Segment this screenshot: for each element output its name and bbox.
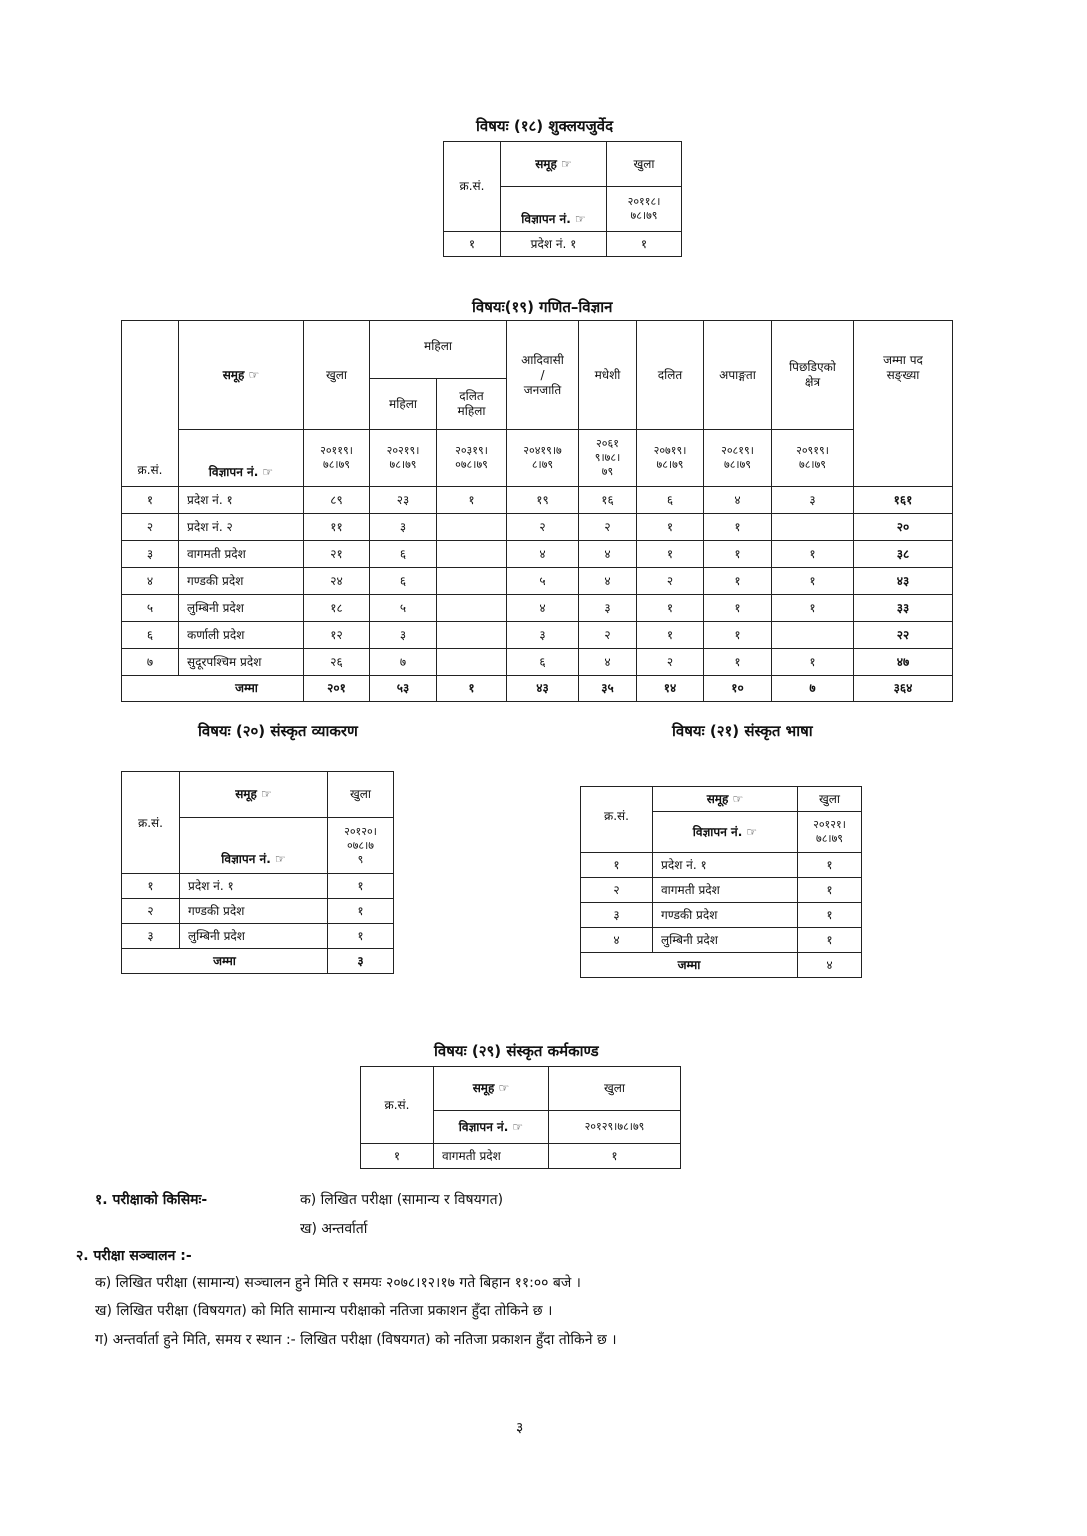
table-20-title: विषयः (२०) संस्कृत व्याकरण	[198, 722, 358, 740]
table-21-title: विषयः (२१) संस्कृत भाषा	[672, 722, 813, 740]
cell-value: ३	[579, 595, 637, 622]
cell-region: सुदूरपश्चिम प्रदेश	[179, 649, 304, 676]
cell-value	[772, 622, 854, 649]
ad-number: २०६१ ९।७८। ७९	[579, 430, 637, 487]
table-row	[122, 622, 953, 649]
cell-total: ३५	[579, 676, 637, 702]
cell-open: १	[798, 903, 862, 928]
cell-value: ६	[507, 649, 579, 676]
cell-region: प्रदेश नं. १	[179, 487, 304, 514]
cell-value: २६	[304, 649, 370, 676]
cell-value: ६	[370, 541, 437, 568]
table-18-title: विषयः (१८) शुक्लयजुर्वेद	[476, 117, 614, 135]
cell-value: ८९	[304, 487, 370, 514]
cell-region: वागमती प्रदेश	[179, 541, 304, 568]
table-row	[122, 568, 953, 595]
total-row	[581, 953, 862, 978]
group-header: समूह ☞	[179, 321, 304, 430]
cell-total: २०	[854, 514, 953, 541]
cell-region: प्रदेश नं. १	[653, 853, 798, 878]
table-row	[122, 541, 953, 568]
cell-value	[437, 514, 507, 541]
cell-total: ५३	[370, 676, 437, 702]
sn-header: क्र.सं.	[581, 787, 653, 853]
backward-region-header: पिछडिएको क्षेत्र	[772, 321, 854, 430]
cell-sn: २	[581, 878, 653, 903]
ad-number: २०३१९। ०७८।७९	[437, 430, 507, 487]
cell-value: १	[704, 649, 772, 676]
ad-number: २०१२०। ०७८।७ ९	[328, 818, 394, 874]
table-18	[443, 141, 682, 257]
cell-value: १	[704, 541, 772, 568]
table-row	[122, 874, 394, 899]
cell-total: ३३	[854, 595, 953, 622]
cell-region: लुम्बिनी प्रदेश	[179, 595, 304, 622]
cell-open: १	[328, 899, 394, 924]
cell-sn: ७	[122, 649, 179, 676]
cell-open: १	[607, 232, 682, 257]
table-row	[122, 924, 394, 949]
cell-value: १	[772, 568, 854, 595]
table-row	[122, 899, 394, 924]
table-29	[360, 1066, 681, 1169]
cell-sn: ६	[122, 622, 179, 649]
cell-sn: १	[444, 232, 501, 257]
cell-region: गण्डकी प्रदेश	[653, 903, 798, 928]
cell-value: ६	[637, 487, 704, 514]
page-number: ३	[516, 1420, 524, 1436]
cell-open: १	[549, 1144, 681, 1169]
cell-region: गण्डकी प्रदेश	[180, 899, 328, 924]
cell-sn: ५	[122, 595, 179, 622]
open-header: खुला	[798, 787, 862, 812]
cell-value: १	[637, 595, 704, 622]
table-row	[122, 649, 953, 676]
cell-total: २०१	[304, 676, 370, 702]
cell-total: १	[437, 676, 507, 702]
total-label: जम्मा	[122, 949, 328, 974]
cell-sn: १	[122, 874, 180, 899]
exam-conduct-b: ख) लिखित परीक्षा (विषयगत) को मिति सामान्य परीक्षाको नतिजा प्रकाशन हुँदा तोकिने छ ।	[95, 1303, 553, 1319]
women-header: महिला	[370, 321, 507, 379]
cell-total: १६१	[854, 487, 953, 514]
cell-value: २	[579, 514, 637, 541]
cell-total: २२	[854, 622, 953, 649]
adivasi-header: आदिवासी / जनजाति	[507, 321, 579, 430]
table-row	[581, 878, 862, 903]
ad-no-header: विज्ञापन नं. ☞	[180, 818, 328, 874]
cell-open: १	[798, 928, 862, 953]
open-header: खुला	[304, 321, 370, 430]
group-header: समूह ☞	[501, 142, 607, 187]
table-21	[580, 786, 862, 978]
cell-value: ११	[304, 514, 370, 541]
cell-value: १८	[304, 595, 370, 622]
ad-number: २०९१९। ७८।७९	[772, 430, 854, 487]
cell-sn: ४	[581, 928, 653, 953]
ad-number: २०१२१। ७८।७९	[798, 812, 862, 853]
sn-header: क्र.सं.	[122, 772, 180, 874]
cell-total: ३८	[854, 541, 953, 568]
table-19-title: विषयः(१९) गणित–विज्ञान	[472, 298, 613, 316]
cell-value: ४	[704, 487, 772, 514]
cell-value: १	[772, 649, 854, 676]
cell-total: ३	[328, 949, 394, 974]
open-header: खुला	[607, 142, 682, 187]
exam-conduct-label: २. परीक्षा सञ्चालन :-	[76, 1248, 192, 1264]
ad-no-header: विज्ञापन नं. ☞	[434, 1111, 549, 1144]
table-row	[581, 928, 862, 953]
cell-total: ४३	[507, 676, 579, 702]
cell-value: २	[637, 649, 704, 676]
cell-total: ४३	[854, 568, 953, 595]
cell-region: प्रदेश नं. १	[180, 874, 328, 899]
total-label: जम्मा	[122, 676, 304, 702]
cell-sn: ३	[122, 541, 179, 568]
cell-value: ३	[772, 487, 854, 514]
exam-type-label: १. परीक्षाको किसिमः-	[95, 1192, 208, 1208]
sn-header: क्र.सं.	[444, 142, 501, 232]
cell-total: ४	[798, 953, 862, 978]
cell-value: ३	[507, 622, 579, 649]
cell-sn: ३	[122, 924, 180, 949]
cell-value: ७	[370, 649, 437, 676]
cell-region: लुम्बिनी प्रदेश	[180, 924, 328, 949]
sn-header: क्र.सं.	[122, 321, 179, 487]
dalit-women-header: दलित महिला	[437, 379, 507, 430]
table-19	[121, 320, 953, 702]
cell-sn: ३	[581, 903, 653, 928]
cell-open: १	[798, 878, 862, 903]
table-row	[444, 232, 682, 257]
exam-conduct-a: क) लिखित परीक्षा (सामान्य) सञ्चालन हुने मिति र समयः २०७८।१२।१७ गते बिहान ११:०० बजे ।	[95, 1275, 581, 1291]
cell-value	[437, 649, 507, 676]
cell-value: १	[704, 568, 772, 595]
cell-value	[437, 541, 507, 568]
group-header: समूह ☞	[434, 1067, 549, 1111]
ad-no-header: विज्ञापन नं. ☞	[501, 187, 607, 232]
sn-header: क्र.सं.	[361, 1067, 434, 1144]
cell-value: ४	[579, 649, 637, 676]
cell-value	[772, 514, 854, 541]
cell-value: २४	[304, 568, 370, 595]
open-header: खुला	[328, 772, 394, 818]
cell-value: ३	[370, 514, 437, 541]
cell-value: ५	[370, 595, 437, 622]
cell-value: १	[637, 622, 704, 649]
group-header: समूह ☞	[180, 772, 328, 818]
table-row	[122, 514, 953, 541]
cell-open: १	[328, 924, 394, 949]
cell-sn: १	[581, 853, 653, 878]
disabled-header: अपाङ्गता	[704, 321, 772, 430]
cell-sn: ४	[122, 568, 179, 595]
cell-sn: २	[122, 899, 180, 924]
women-sub-header: महिला	[370, 379, 437, 430]
cell-total: ३६४	[854, 676, 953, 702]
cell-sn: १	[361, 1144, 434, 1169]
cell-total: १०	[704, 676, 772, 702]
ad-number: २०२१९। ७८।७९	[370, 430, 437, 487]
cell-total: १४	[637, 676, 704, 702]
cell-value: १६	[579, 487, 637, 514]
cell-value: ५	[507, 568, 579, 595]
ad-number: २०७१९। ७८।७९	[637, 430, 704, 487]
ad-number: २०४१९।७ ८।७९	[507, 430, 579, 487]
cell-value: १९	[507, 487, 579, 514]
cell-region: प्रदेश नं. १	[501, 232, 607, 257]
table-row	[122, 595, 953, 622]
exam-type-written: क) लिखित परीक्षा (सामान्य र विषयगत)	[300, 1192, 504, 1208]
cell-value: १२	[304, 622, 370, 649]
cell-value: २१	[304, 541, 370, 568]
cell-value: ३	[370, 622, 437, 649]
group-header: समूह ☞	[653, 787, 798, 812]
cell-value: २	[507, 514, 579, 541]
table-20	[121, 771, 394, 974]
cell-value	[437, 568, 507, 595]
cell-value: २	[579, 622, 637, 649]
total-label: जम्मा	[581, 953, 798, 978]
cell-value: ४	[507, 595, 579, 622]
cell-region: वागमती प्रदेश	[653, 878, 798, 903]
table-row	[122, 487, 953, 514]
cell-value: २	[637, 568, 704, 595]
cell-region: कर्णाली प्रदेश	[179, 622, 304, 649]
madhesi-header: मधेशी	[579, 321, 637, 430]
cell-value: ४	[507, 541, 579, 568]
cell-open: १	[798, 853, 862, 878]
ad-number: २०८१९। ७८।७९	[704, 430, 772, 487]
cell-value: १	[704, 595, 772, 622]
table-29-title: विषयः (२९) संस्कृत कर्मकाण्ड	[434, 1042, 599, 1060]
cell-total: ७	[772, 676, 854, 702]
open-header: खुला	[549, 1067, 681, 1111]
cell-open: १	[328, 874, 394, 899]
ad-number: २०११८। ७८।७९	[607, 187, 682, 232]
cell-total: ४७	[854, 649, 953, 676]
ad-number: २०११९। ७८।७९	[304, 430, 370, 487]
total-row	[122, 676, 953, 702]
exam-conduct-c: ग) अन्तर्वार्ता हुने मिति, समय र स्थान :- लिखित परीक्षा (विषयगत) को नतिजा प्रकाशन हुँदा तोकिने छ ।	[95, 1332, 617, 1348]
cell-value: १	[637, 541, 704, 568]
table-row	[361, 1144, 681, 1169]
cell-value: १	[704, 514, 772, 541]
cell-value	[437, 595, 507, 622]
cell-value: १	[704, 622, 772, 649]
cell-region: गण्डकी प्रदेश	[179, 568, 304, 595]
cell-value: ४	[579, 541, 637, 568]
total-row	[122, 949, 394, 974]
cell-value: १	[437, 487, 507, 514]
cell-sn: १	[122, 487, 179, 514]
ad-number: २०१२९।७८।७९	[549, 1111, 681, 1144]
cell-value: १	[772, 595, 854, 622]
cell-value: १	[637, 514, 704, 541]
cell-region: लुम्बिनी प्रदेश	[653, 928, 798, 953]
table-row	[581, 903, 862, 928]
cell-region: वागमती प्रदेश	[434, 1144, 549, 1169]
cell-value: ४	[579, 568, 637, 595]
cell-region: प्रदेश नं. २	[179, 514, 304, 541]
cell-sn: २	[122, 514, 179, 541]
cell-value: १	[772, 541, 854, 568]
dalit-header: दलित	[637, 321, 704, 430]
cell-value: २३	[370, 487, 437, 514]
cell-value	[437, 622, 507, 649]
ad-no-header: विज्ञापन नं. ☞	[179, 430, 304, 487]
exam-type-interview: ख) अन्तर्वार्ता	[300, 1221, 368, 1237]
total-posts-header: जम्मा पद सङ्ख्या	[854, 321, 953, 487]
table-row	[581, 853, 862, 878]
cell-value: ६	[370, 568, 437, 595]
ad-no-header: विज्ञापन नं. ☞	[653, 812, 798, 853]
